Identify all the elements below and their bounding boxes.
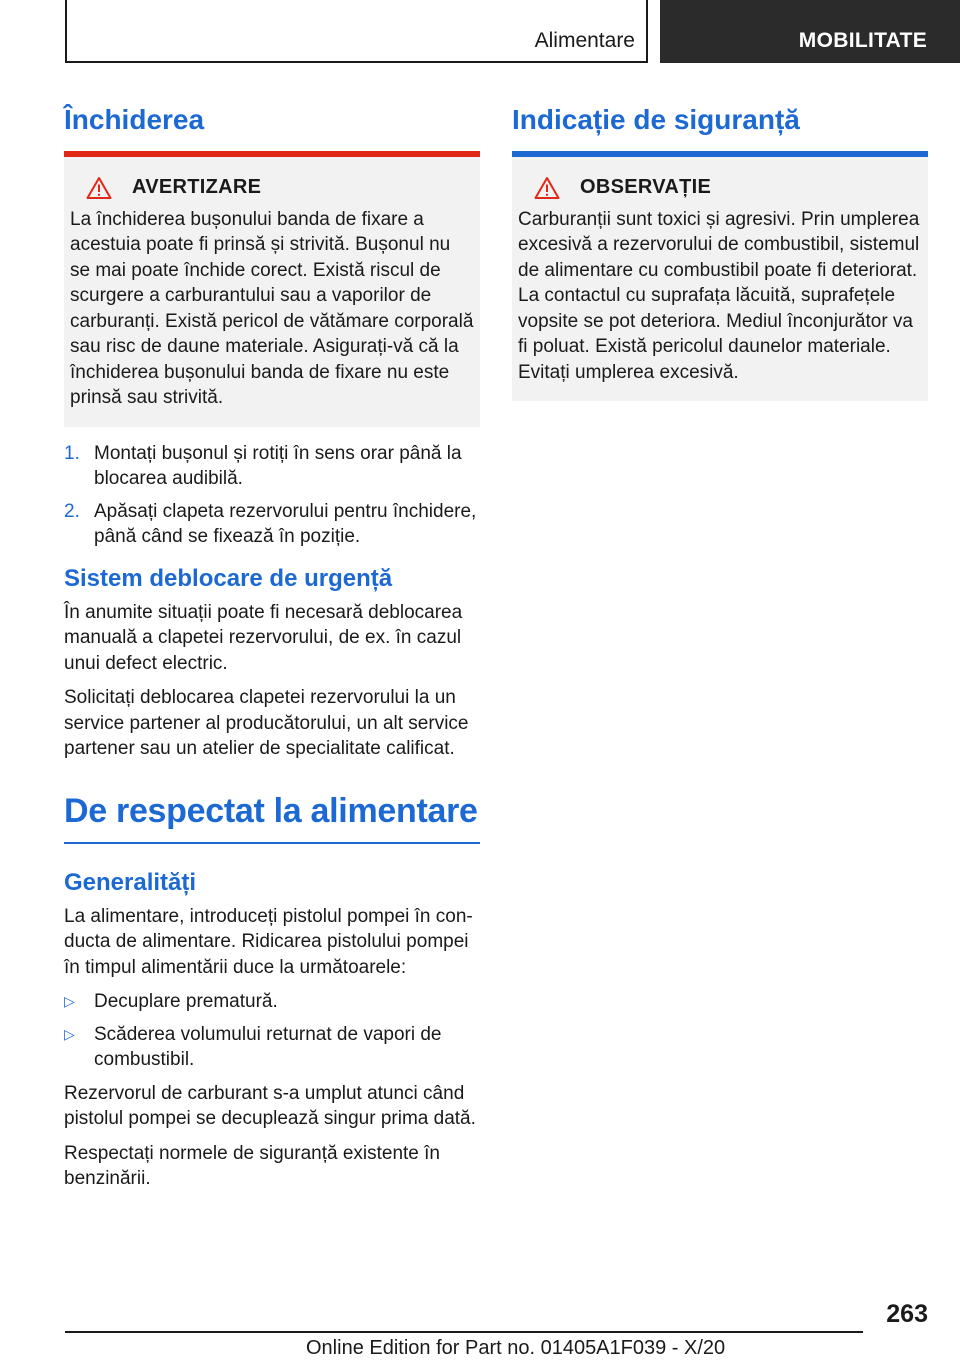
general-paragraph-3: Respectați normele de siguranță existente în benzinării. bbox=[64, 1142, 440, 1189]
list-item bbox=[64, 1022, 480, 1073]
warning-box bbox=[64, 157, 480, 427]
header-chapter-label: MOBILITATE bbox=[798, 29, 927, 52]
warning-triangle-icon bbox=[534, 176, 560, 200]
step-text: Montați bușonul și rotiți în sens orar până la blocarea audibilă. bbox=[94, 442, 462, 489]
section-title-closing: Închiderea bbox=[64, 104, 205, 135]
section-title-safety: Indicație de siguranță bbox=[512, 104, 800, 135]
general-bullets bbox=[64, 989, 480, 1073]
header-chapter-tab[interactable] bbox=[660, 0, 960, 63]
notice-title: OBSERVAȚIE bbox=[580, 176, 712, 198]
list-item bbox=[64, 989, 480, 1015]
warning-triangle-icon bbox=[86, 176, 112, 200]
notice-box bbox=[512, 157, 928, 401]
step-number: 2. bbox=[64, 500, 80, 522]
notice-text: Carburanții sunt toxici și agresivi. Prin umplerea excesivă a rezervorului de combustibil, sistemul de alimentare cu combustibil poate fi deteriorat. La contactul cu suprafața lăcuită, suprafețele vopsite se pot deteriora. Mediul înconjurător va fi poluat. Există pericolul daunelor materiale. Evitați umplerea excesivă. bbox=[518, 208, 920, 383]
step-text: Apăsați clapeta rezervorului pentru închidere, până când se fixează în poziție. bbox=[94, 500, 477, 547]
list-item bbox=[64, 499, 480, 550]
notice-heading bbox=[534, 175, 922, 201]
section-title-emergency: Sistem deblocare de urgență bbox=[64, 564, 393, 592]
warning-text: La închiderea bușonului banda de fixare a acestuia poate fi prinsă și strivită. Bușonul nu se mai poate închide corect. Există riscul de scurgere a carburantului sau a vaporilor de carburanți. Există pericol de vătămare corporală sau risc de daune materiale. Asigurați-vă că la închiderea bușonului banda de fixare nu este prinsă sau strivită. bbox=[70, 208, 474, 408]
chapter-rule bbox=[64, 842, 480, 844]
warning-title: AVERTIZARE bbox=[132, 176, 262, 198]
bullet-text: Scăderea volumului returnat de vapori de combustibil. bbox=[94, 1023, 442, 1070]
triangle-bullet-icon: ▷ bbox=[64, 993, 75, 1009]
page-number: 263 bbox=[886, 1300, 928, 1328]
closing-steps bbox=[64, 441, 480, 550]
general-paragraph-2: Rezervorul de carburant s-a umplut atunci când pistolul pompei se decuplează singur prima dată. bbox=[64, 1082, 476, 1129]
left-column bbox=[64, 102, 480, 1201]
list-item bbox=[64, 441, 480, 492]
emergency-paragraph-1: În anumite situații poate fi necesară deblocarea manuală a clapetei rezervorului, de ex. în cazul unui defect electric. bbox=[64, 601, 463, 674]
footer-edition: Online Edition for Part no. 01405A1F039 - X/20 bbox=[306, 1337, 726, 1359]
triangle-bullet-icon: ▷ bbox=[64, 1025, 75, 1042]
general-paragraph-1: La alimentare, introduceți pistolul pompei în conducta de alimentare. Ridicarea pistolului pompei în timpul alimentării duce la următoarele: bbox=[64, 905, 473, 978]
footer-rule bbox=[65, 1331, 863, 1333]
right-column bbox=[512, 102, 928, 401]
bullet-text: Decuplare prematură. bbox=[94, 991, 278, 1012]
section-title-general: Generalități bbox=[64, 868, 197, 896]
header-section-title: Alimentare bbox=[534, 29, 635, 52]
warning-heading bbox=[86, 175, 474, 201]
chapter-title-refuel: De respectat la alimentare bbox=[64, 791, 478, 830]
emergency-paragraph-2: Solicitați deblocarea clapetei rezervorului la un service partener al producătorului, un alt service partener sau un atelier de specialitate calificat. bbox=[64, 687, 469, 759]
step-number: 1. bbox=[64, 442, 80, 464]
